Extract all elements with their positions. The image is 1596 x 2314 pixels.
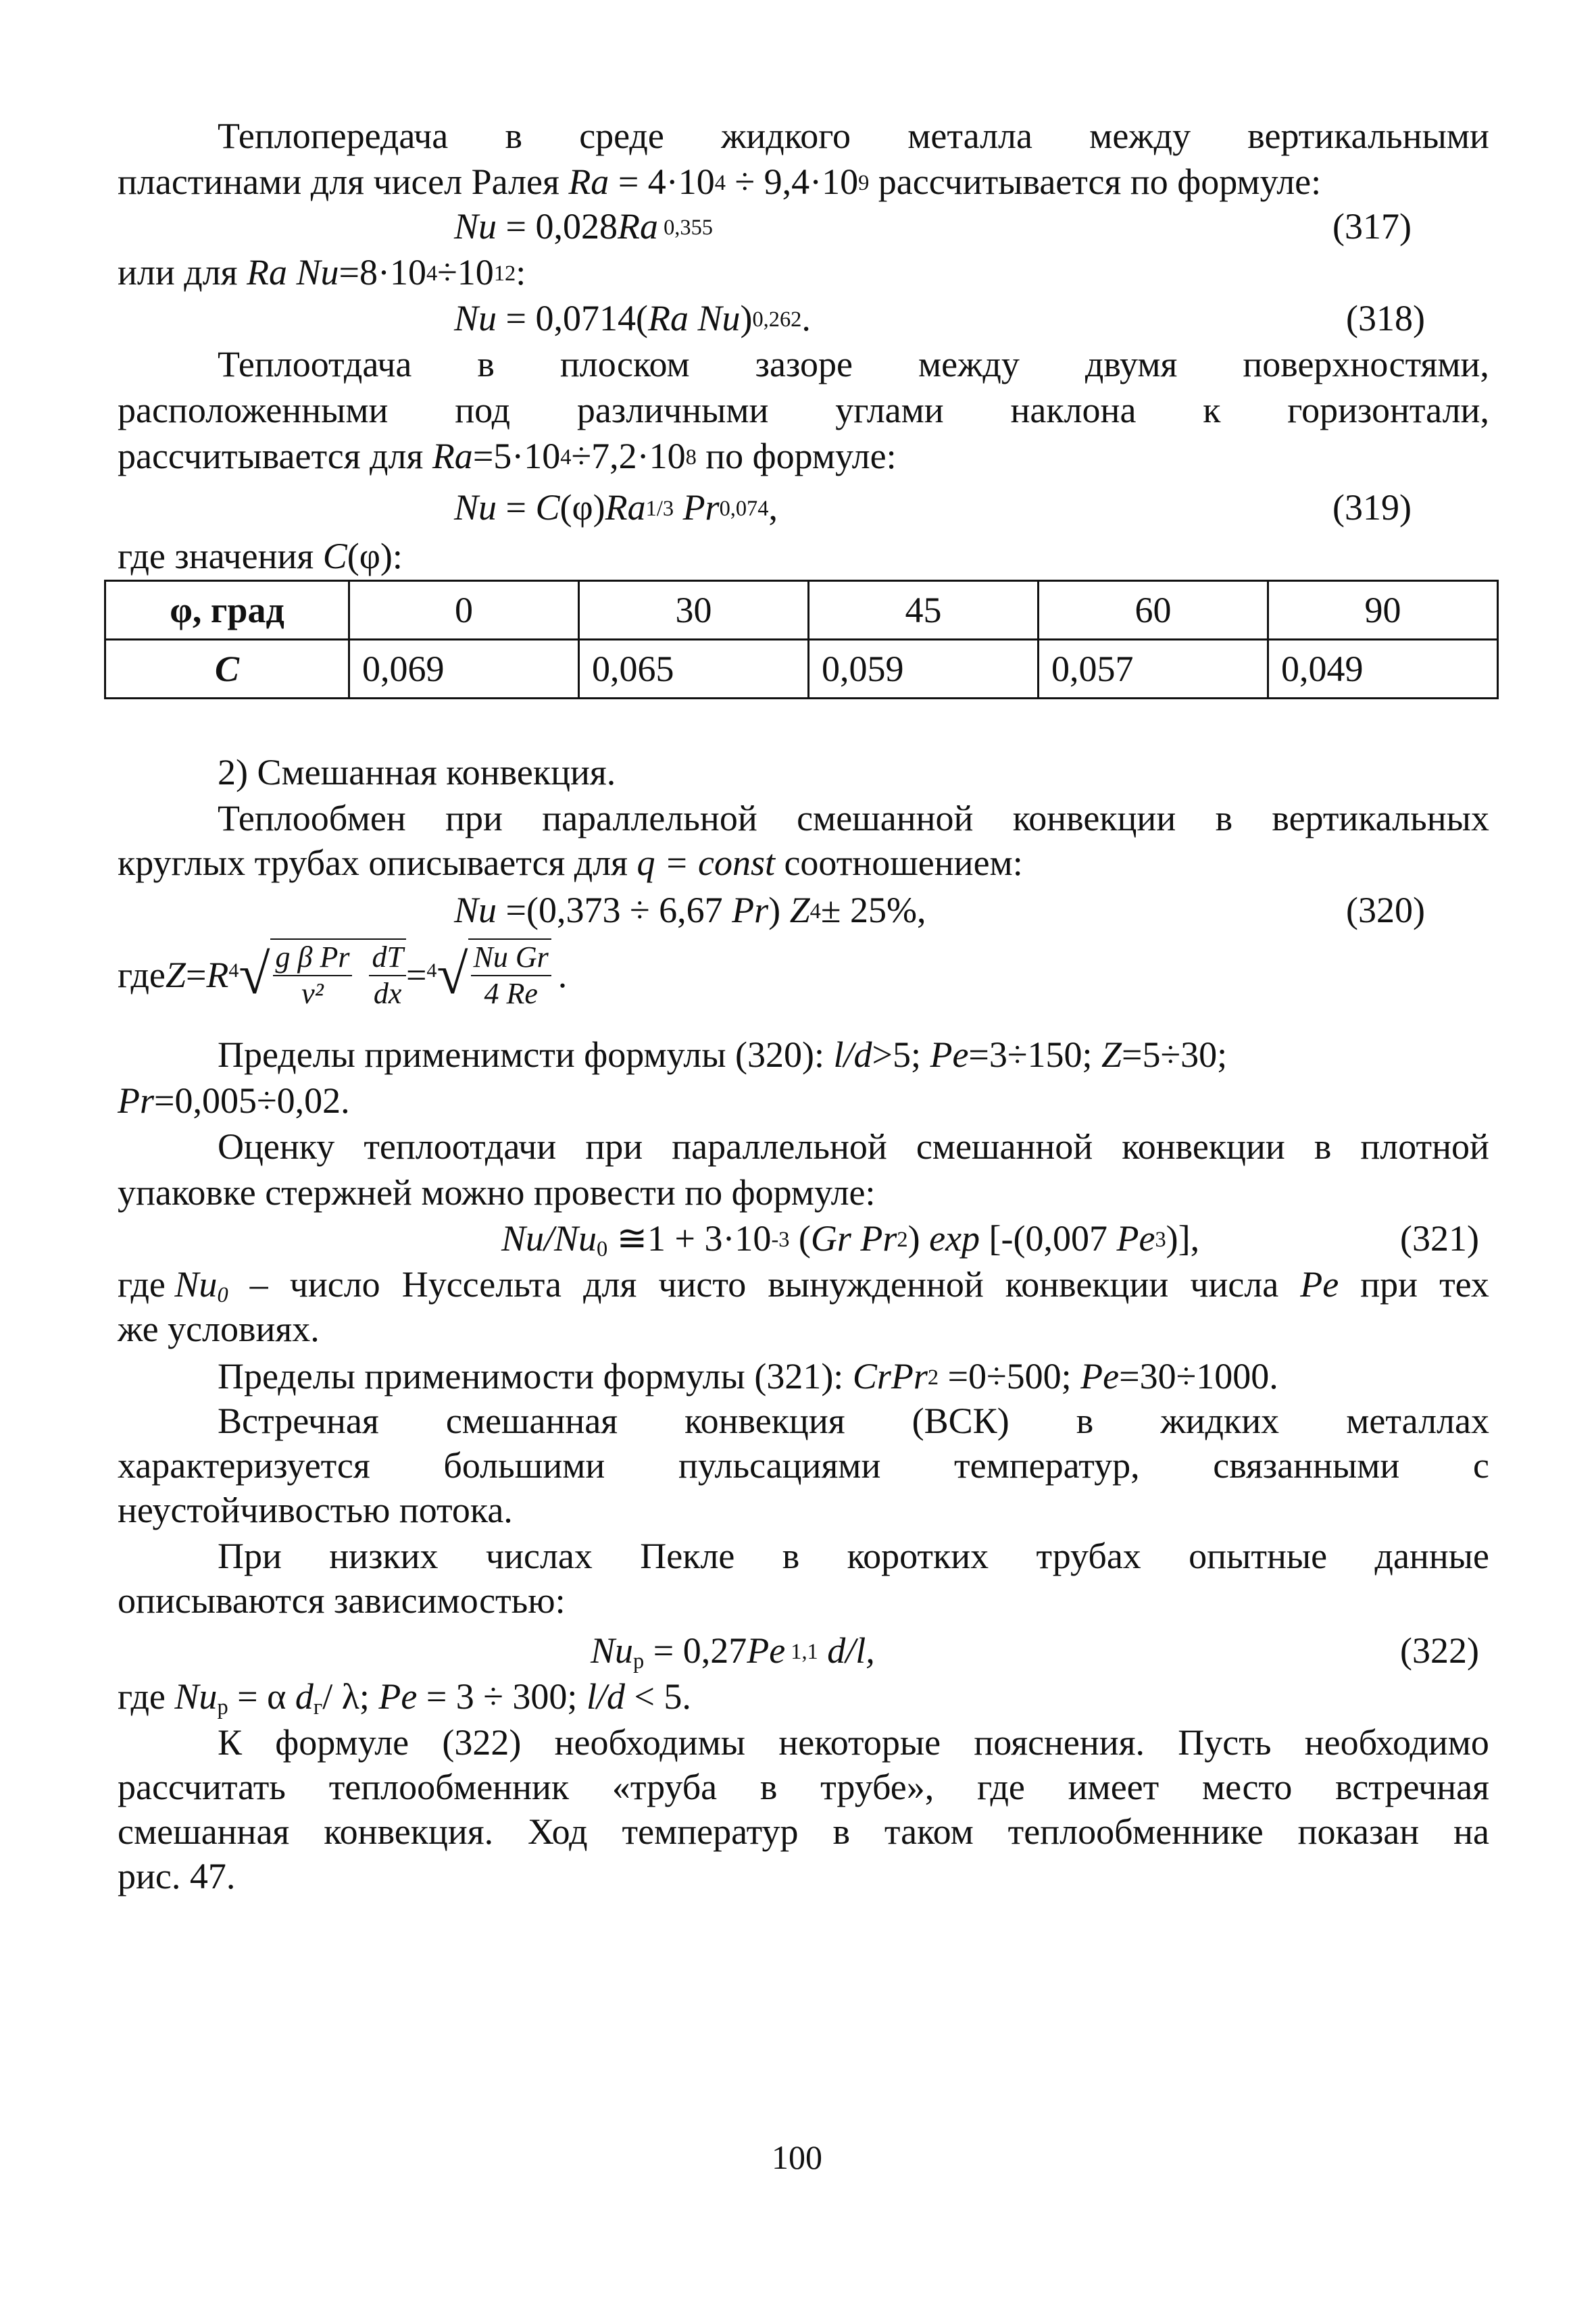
- p4-line2: упаковке стержней можно провести по формуле:: [118, 1172, 876, 1213]
- where-c-line: где значения C(φ):: [118, 536, 403, 576]
- word: жидкого: [721, 116, 851, 156]
- limits-321: Пределы применимости формулы (321): CrPr$^2$ =0÷500; Pe=30÷1000.: [218, 1356, 1278, 1397]
- c-values-table: [104, 580, 1499, 699]
- limits-320-line1: Пределы применимсти формулы (320): l/d>5; Pe=3÷150; Z=5÷30;: [218, 1034, 1228, 1075]
- limits-320-line2: Pr=0,005÷0,02.: [118, 1080, 350, 1121]
- p3-line2: круглых трубах описывается для q = const соотношением:: [118, 842, 1023, 883]
- table-header-label: φ, град: [105, 581, 349, 640]
- equation-number-318: (318): [1346, 298, 1425, 338]
- equation-number-319: (319): [1332, 487, 1412, 528]
- p5-line3: неустойчивостью потока.: [118, 1490, 513, 1530]
- p3-line1: Теплообмен при параллельной смешанной конвекции в вертикальных: [218, 798, 1489, 838]
- table-cell: 45: [809, 581, 1039, 640]
- nu0-definition-line1: где $Nu_0$ – число Нуссельта для чисто вынужденной конвекции числа Pe при тех: [118, 1264, 1489, 1308]
- or-line: или для Ra $Nu=8\cdot 10^4\div 10^{12}$:: [118, 252, 526, 293]
- equation-number-317: (317): [1332, 206, 1412, 247]
- word: между: [1089, 116, 1191, 156]
- nu0-definition-line2: же условиях.: [118, 1309, 320, 1349]
- page-number: 100: [772, 2138, 822, 2176]
- table-row-angles: [105, 581, 1498, 640]
- table-row-values: [105, 640, 1498, 699]
- nup-definition: где $Nu_p = \alpha$ $d_г/$ λ; Pe = 3 ÷ 300; l/d < 5.: [118, 1676, 691, 1720]
- p2-line2: расположенными под различными углами наклона к горизонтали,: [118, 390, 1489, 430]
- word: вертикальными: [1247, 116, 1489, 156]
- equation-322: $Nu_p = 0,27Pe$ $^{1,1}$ d/l,: [591, 1630, 875, 1674]
- p6-line2: описываются зависимостью:: [118, 1580, 566, 1621]
- p2-line3: рассчитывается для $Ra=5\cdot 10^4\div 7,2\cdot 10^8$ по формуле:: [118, 436, 897, 476]
- table-cell: 0: [349, 581, 579, 640]
- radical-sign-icon: √: [239, 943, 270, 1006]
- word: металла: [907, 116, 1032, 156]
- table-cell: 0,065: [579, 640, 809, 699]
- table-cell: 0,049: [1268, 640, 1498, 699]
- p2-line1: Теплоотдача в плоском зазоре между двумя поверхностями,: [218, 344, 1489, 384]
- p7-line1: К формуле (322) необходимы некоторые пояснения. Пусть необходимо: [218, 1722, 1489, 1763]
- equation-318: Nu = 0,0714(Ra Nu)$^{0,262}$.: [454, 298, 811, 338]
- equation-319: $Nu = C(\varphi)Ra^{1/3}$ Pr$^{0,074}$,: [454, 487, 778, 528]
- table-cell: 0,059: [809, 640, 1039, 699]
- equation-number-320: (320): [1346, 890, 1425, 930]
- equation-number-321: (321): [1400, 1218, 1479, 1259]
- radical-sign-icon: √: [437, 943, 468, 1006]
- p5-line1: Встречная смешанная конвекция (ВСК) в жидких металлах: [218, 1401, 1489, 1441]
- p7-line2: рассчитать теплообменник «труба в трубе», где имеет место встречная: [118, 1767, 1489, 1807]
- word: в: [505, 116, 522, 156]
- p6-line1: При низких числах Пекле в коротких трубах опытные данные: [218, 1536, 1489, 1576]
- table-cell: 90: [1268, 581, 1498, 640]
- word: среде: [579, 116, 664, 156]
- table-cell: 0,069: [349, 640, 579, 699]
- table-cell: 0,057: [1039, 640, 1268, 699]
- table-row-label: C: [105, 640, 349, 699]
- fourth-root-1: $^4$ √ $\frac{\text{g β Pr}}{\text{ν²}}$ $\frac{dT}{dx}$: [228, 938, 406, 1011]
- p7-line3: смешанная конвекция. Ход температур в таком теплообменнике показан на: [118, 1811, 1489, 1852]
- equation-number-322: (322): [1400, 1630, 1479, 1671]
- p7-line4: рис. 47.: [118, 1856, 236, 1896]
- fourth-root-2: $^4$ √ $\frac{\text{Nu Gr}}{4 Re}$: [426, 938, 551, 1011]
- section-title: 2) Смешанная конвекция.: [218, 752, 616, 793]
- equation-317: Nu = 0,028Ra $^{0,355}$: [454, 206, 713, 247]
- p4-line1: Оценку теплоотдачи при параллельной смешанной конвекции в плотной: [218, 1126, 1489, 1167]
- p1-line1: [218, 114, 1489, 158]
- equation-320: Nu =(0,373 ÷ 6,67 Pr) $Z^4\pm 25\%$,: [454, 890, 926, 930]
- p5-line2: характеризуется большими пульсациями температур, связанными с: [118, 1445, 1489, 1486]
- table-cell: 30: [579, 581, 809, 640]
- equation-321: $Nu/Nu_0$ ≅1 + $3\cdot 10^{-3}$ (Gr Pr$^2$) exp [-(0,007 Pe$^3$)],: [501, 1218, 1200, 1262]
- word: Теплопередача: [218, 116, 449, 156]
- table-cell: 60: [1039, 581, 1268, 640]
- z-definition: где Z = R $^4$ √ $\frac{\text{g β Pr}}{\text{ν²}}$ $\frac{dT}{dx}$ = $^4$ √ $\frac{\text{Nu Gr}}{4 Re}$ .: [118, 938, 567, 1012]
- p1-line2: пластинами для чисел Ралея $Ra = 4\cdot 10^4 \div 9,4\cdot 10^9$ рассчитывается по формуле:: [118, 161, 1322, 202]
